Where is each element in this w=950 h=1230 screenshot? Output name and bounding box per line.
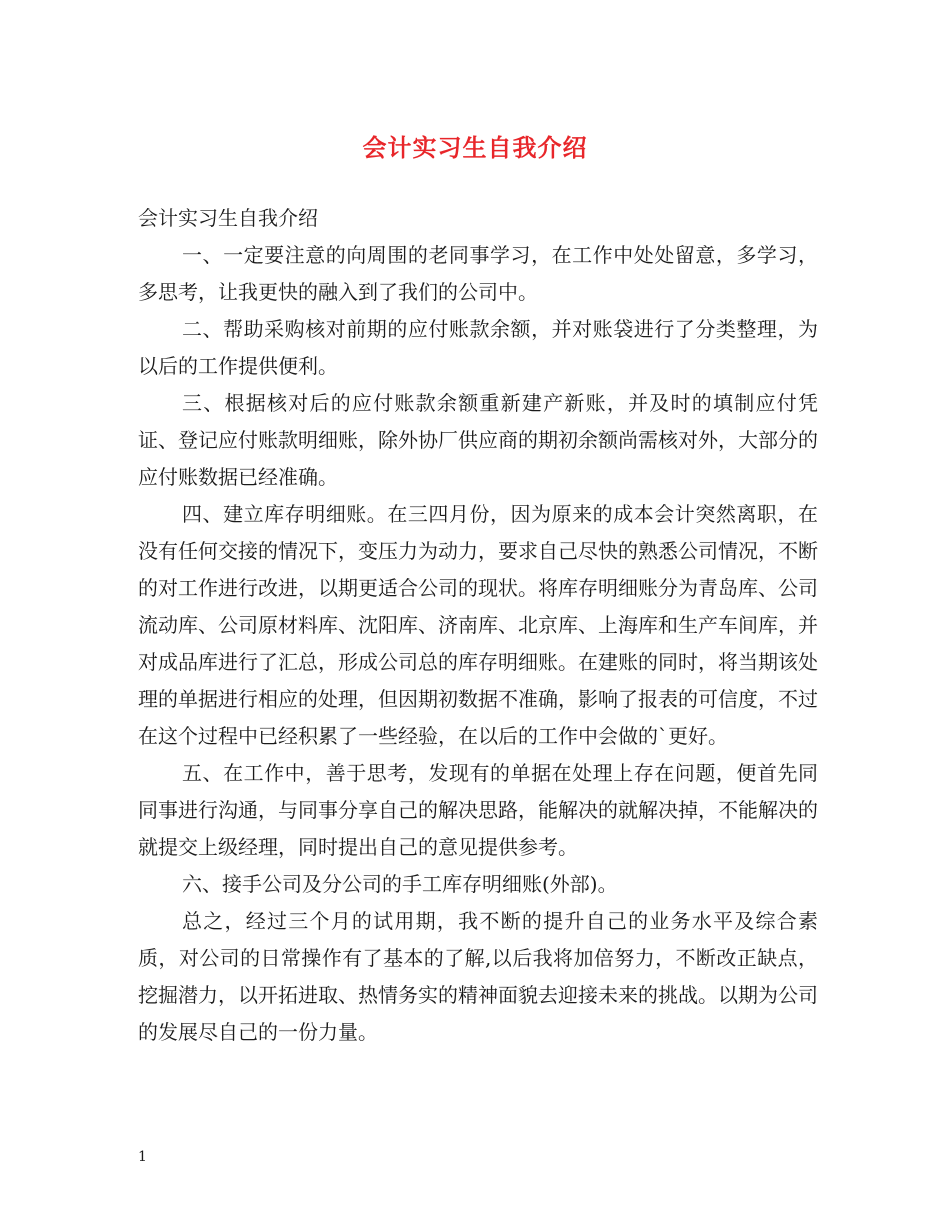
paragraph-1: 一、一定要注意的向周围的老同事学习，在工作中处处留意，多学习，多思考，让我更快的融入到了我们的公司中。 xyxy=(138,243,818,304)
paragraph-2: 二、帮助采购核对前期的应付账款余额，并对账袋进行了分类整理，为以后的工作提供便利。 xyxy=(138,317,818,378)
paragraph-7: 总之，经过三个月的试用期，我不断的提升自己的业务水平及综合素质，对公司的日常操作有了基本的了解,以后我将加倍努力，不断改正缺点，挖掘潜力，以开拓进取、热情务实的精神面貌去迎接未来的挑战。以期为公司的发展尽自己的一份力量。 xyxy=(138,909,818,1044)
paragraph-6: 六、接手公司及分公司的手工库存明细账(外部)。 xyxy=(182,872,618,896)
document-title: 会计实习生自我介绍 xyxy=(362,133,588,162)
paragraph-5: 五、在工作中，善于思考，发现有的单据在处理上存在问题，便首先同同事进行沟通，与同事分享自己的解决思路，能解决的就解决掉，不能解决的就提交上级经理，同时提出自己的意见提供参考。 xyxy=(138,761,818,859)
page-number: 1 xyxy=(138,1149,147,1165)
document-subtitle: 会计实习生自我介绍 xyxy=(138,206,318,230)
document-body xyxy=(138,200,818,1051)
paragraph-3: 三、根据核对后的应付账款余额重新建产新账，并及时的填制应付凭证、登记应付账款明细账，除外协厂供应商的期初余额尚需核对外，大部分的应付账数据已经准确。 xyxy=(138,391,818,489)
paragraph-4: 四、建立库存明细账。在三四月份，因为原来的成本会计突然离职，在没有任何交接的情况下，变压力为动力，要求自己尽快的熟悉公司情况，不断的对工作进行改进，以期更适合公司的现状。将库存明细账分为青岛库、公司流动库、公司原材料库、沈阳库、济南库、北京库、上海库和生产车间库，并对成品库进行了汇总，形成公司总的库存明细账。在建账的同时，将当期该处理的单据进行相应的处理，但因期初数据不准确，影响了报表的可信度，不过在这个过程中已经积累了一些经验，在以后的工作中会做的`更好。 xyxy=(138,502,818,748)
